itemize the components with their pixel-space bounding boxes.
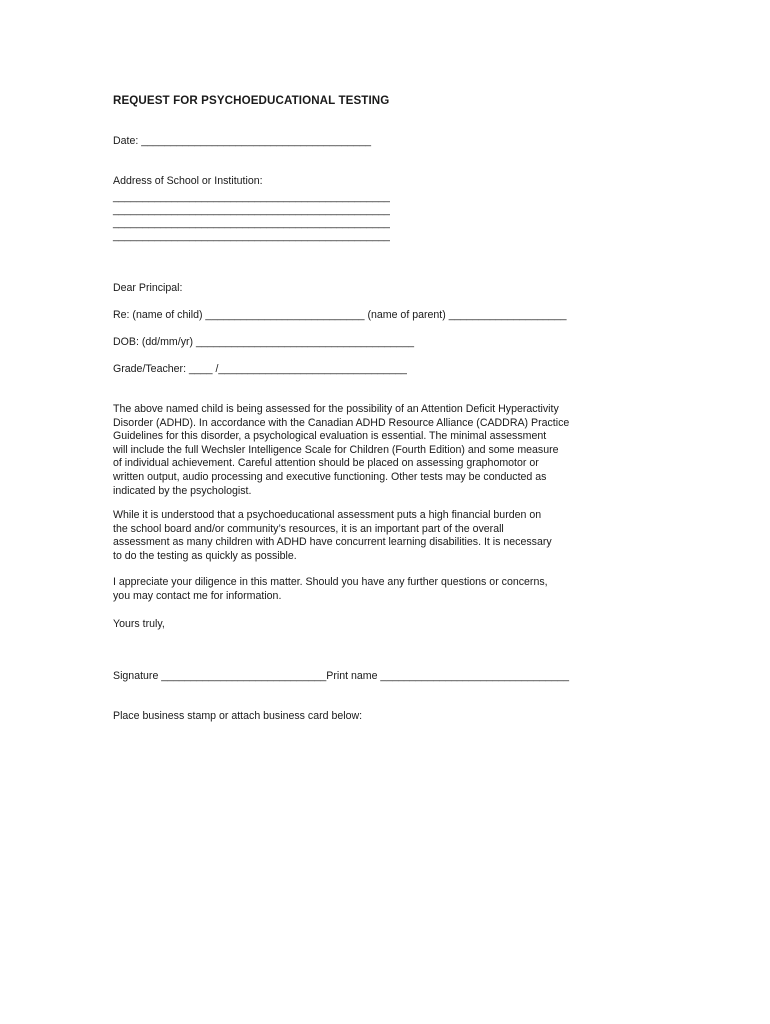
paragraph-assessment: [113, 403, 593, 498]
grade-teacher-line[interactable]: Grade/Teacher: ____ /________________________________: [113, 363, 407, 375]
paragraph-1-line: of individual achievement. Careful attention should be placed on assessing graphomotor or: [113, 457, 539, 470]
paragraph-financial: [113, 509, 593, 563]
paragraph-appreciation: [113, 576, 593, 603]
business-stamp-instruction: Place business stamp or attach business card below:: [113, 710, 363, 722]
document-title: REQUEST FOR PSYCHOEDUCATIONAL TESTING: [113, 94, 390, 107]
paragraph-2-line: the school board and/or community’s resources, it is an important part of the overall: [113, 522, 504, 535]
paragraph-2-line: assessment as many children with ADHD have concurrent learning disabilities. It is necessary: [113, 536, 552, 549]
address-line-1[interactable]: _______________________________________________: [113, 191, 390, 203]
closing: Yours truly,: [113, 618, 165, 630]
address-line-2[interactable]: _______________________________________________: [113, 204, 390, 216]
salutation: Dear Principal:: [113, 282, 183, 294]
paragraph-1-line: written output, audio processing and executive functioning. Other tests may be conducted as: [113, 470, 547, 483]
paragraph-1-line: Guidelines for this disorder, a psychological evaluation is essential. The minimal assessment: [113, 430, 547, 443]
dob-line[interactable]: DOB: (dd/mm/yr) _____________________________________: [113, 336, 414, 348]
signature-print-name-line[interactable]: Signature ____________________________Print name ________________________________: [113, 670, 569, 682]
paragraph-1-line: Disorder (ADHD). In accordance with the Canadian ADHD Resource Alliance (CADDRA) Practice: [113, 416, 570, 429]
address-label: Address of School or Institution:: [113, 175, 263, 187]
paragraph-1-line: will include the full Wechsler Intelligence Scale for Children (Fourth Edition) and some measure: [113, 443, 559, 456]
address-line-4[interactable]: _______________________________________________: [113, 230, 390, 242]
paragraph-2-line: to do the testing as quickly as possible.: [113, 549, 297, 562]
paragraph-2-line: While it is understood that a psychoeducational assessment puts a high financial burden on: [113, 509, 542, 521]
paragraph-1-line: indicated by the psychologist.: [113, 484, 252, 497]
address-line-3[interactable]: _______________________________________________: [113, 217, 390, 229]
paragraph-3-line: I appreciate your diligence in this matter. Should you have any further questions or concerns,: [113, 576, 548, 588]
paragraph-3-line: you may contact me for information.: [113, 589, 282, 602]
re-child-parent-line[interactable]: Re: (name of child) ___________________________ (name of parent) ____________________: [113, 309, 567, 321]
date-field[interactable]: Date: _______________________________________: [113, 135, 372, 147]
paragraph-1-line: The above named child is being assessed for the possibility of an Attention Deficit Hyperactivity: [113, 403, 559, 415]
